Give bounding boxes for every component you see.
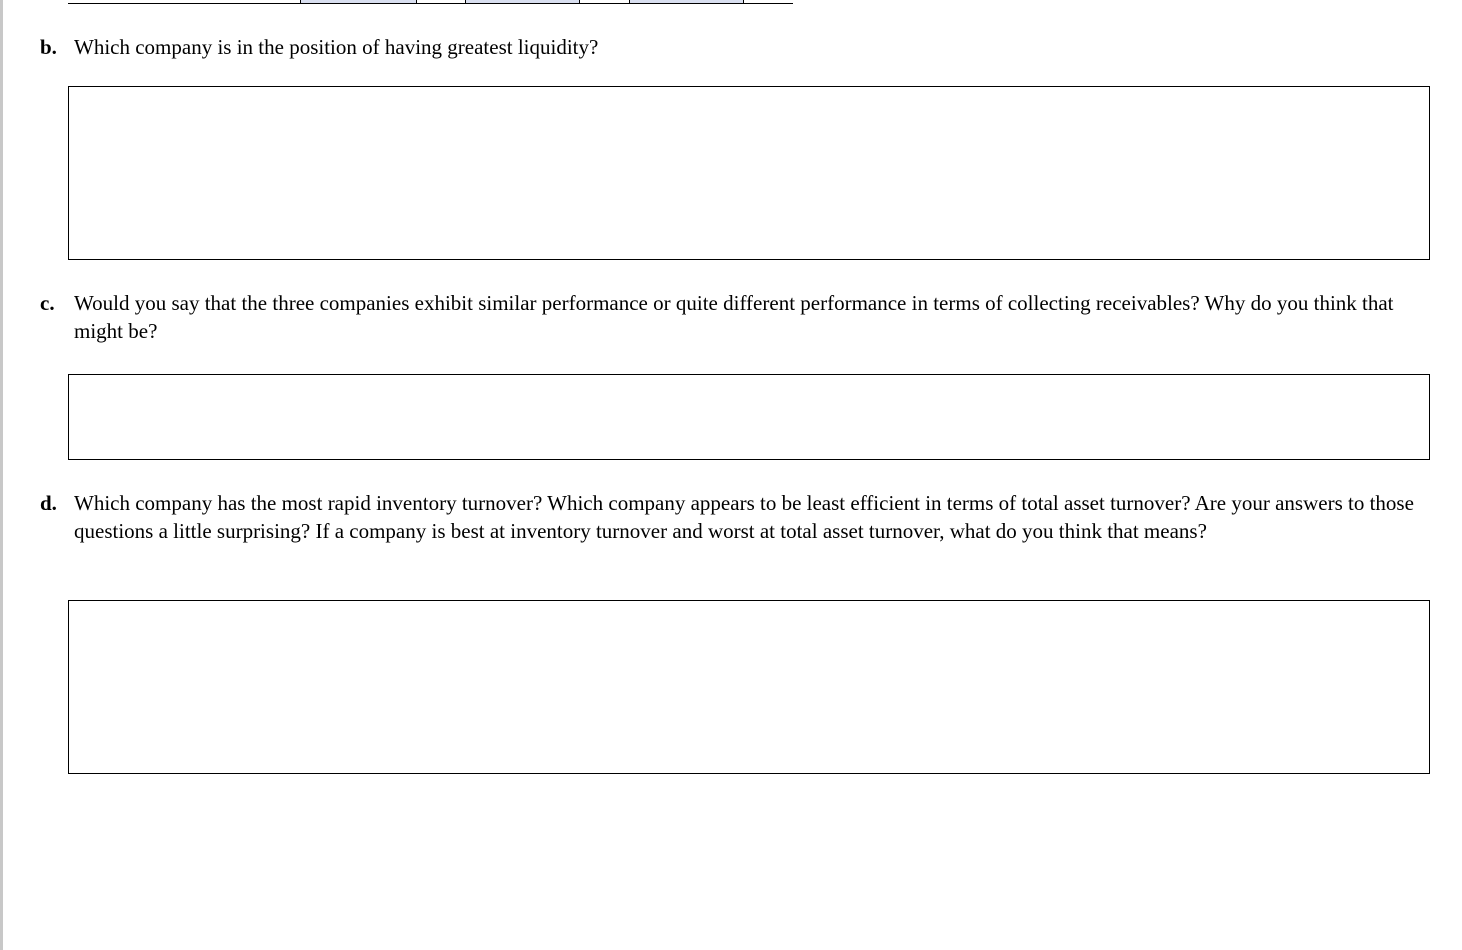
table-cell-shaded (466, 0, 579, 3)
answer-box-d[interactable] (68, 600, 1430, 774)
question-c (40, 289, 1420, 345)
table-cell-shaded (630, 0, 743, 3)
table-divider (300, 0, 301, 4)
question-label: c. (40, 291, 55, 315)
table-cell-shaded (301, 0, 416, 3)
table-divider (416, 0, 417, 4)
question-label: d. (40, 491, 57, 515)
question-text: Which company is in the position of having greatest liquidity? (74, 35, 599, 59)
page-edge (0, 0, 3, 950)
table-divider (579, 0, 580, 4)
question-text: Would you say that the three companies exhibit similar performance or quite different performance in terms of collecting receivables? Why do you think that might be? (74, 291, 1394, 343)
table-divider (465, 0, 466, 4)
question-text: Which company has the most rapid inventory turnover? Which company appears to be least efficient in terms of total asset turnover? Are your answers to those questions a little surprising? If a company is best at inventory turnover and worst at total asset turnover, what do you think that means? (74, 491, 1414, 543)
question-label: b. (40, 35, 57, 59)
question-d (40, 489, 1420, 545)
question-b (40, 33, 1420, 61)
previous-table-remnant (68, 0, 793, 4)
table-divider (743, 0, 744, 4)
table-divider (629, 0, 630, 4)
answer-box-c[interactable] (68, 374, 1430, 460)
answer-box-b[interactable] (68, 86, 1430, 260)
